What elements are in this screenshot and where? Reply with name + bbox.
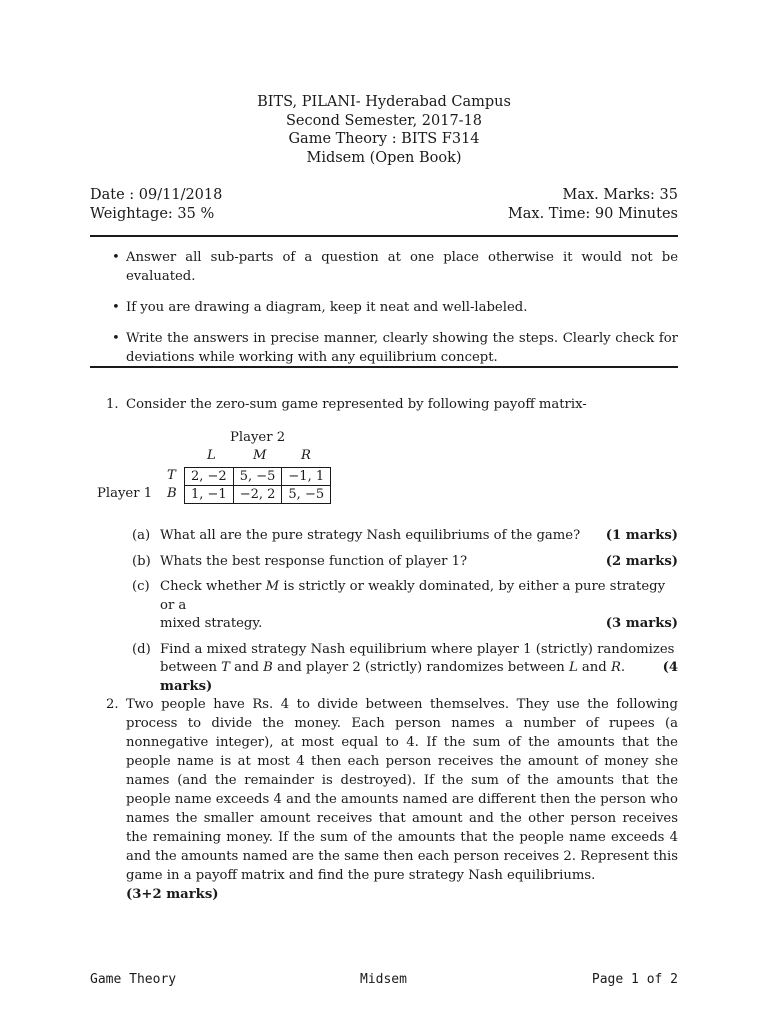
marks-badge: (1 marks) <box>605 528 678 543</box>
marks-badge: (2 marks) <box>605 553 678 569</box>
marks-badge: marks) <box>160 678 213 694</box>
payoff-cell: 5, −5 <box>233 468 282 486</box>
payoff-cell: 2, −2 <box>185 468 234 486</box>
question-2 <box>90 695 678 904</box>
exam-page <box>90 0 678 1024</box>
exam-date: Date : 09/11/2018 <box>90 187 223 203</box>
payoff-cell: −2, 2 <box>233 486 282 504</box>
instruction-item: • Write the answers in precise manner, clearly showing the steps. Clearly check for deviations while working with any equilibrium concept. <box>112 331 678 365</box>
question-1-subparts <box>90 527 678 703</box>
instructions-list <box>90 248 678 379</box>
footer-exam: Midsem <box>360 972 407 987</box>
question-1 <box>90 395 678 414</box>
marks-badge: (4 <box>662 660 678 675</box>
weightage: Weightage: 35 % <box>90 205 215 222</box>
question-text: Two people have Rs. 4 to divide between themselves. They use the following process to divide the money. Each person names a number of rupees (a nonnegative integer), at most equal to 4. If the sum of the amounts that the people name is at most 4 then each person receives the amount of money she names (and the remainder is destroyed). If the sum of the amounts that the people name exceeds 4 and the amounts named are different then the person who names the smaller amount receives that amount and the other person receives the remaining money. If the sum of the amounts that the people name exceeds 4 and the amounts named are the same then each person receives 2. Represent this game in a payoff matrix and find the pure strategy Nash equilibriums. <box>126 697 678 883</box>
col-label-R: R <box>301 448 311 463</box>
bottom-divider <box>90 366 678 368</box>
instruction-item: • If you are drawing a diagram, keep it neat and well-labeled. <box>112 300 528 315</box>
instruction-item: • Answer all sub-parts of a question at one place otherwise it would not be evaluated. <box>112 250 678 284</box>
semester: Second Semester, 2017-18 <box>285 112 483 129</box>
marks-badge: (3 marks) <box>605 616 678 631</box>
payoff-cell: −1, 1 <box>282 468 331 486</box>
course-title: Game Theory : BITS F314 <box>288 131 480 147</box>
question-text: Consider the zero-sum game represented by following payoff matrix- <box>126 397 587 412</box>
col-label-L: L <box>207 448 216 463</box>
max-time: Max. Time: 90 Minutes <box>507 205 678 222</box>
subpart-b: (b) Whats the best response function of player 1? (2 marks) <box>90 553 678 572</box>
table-row <box>185 468 331 486</box>
page-number: Page 1 of 2 <box>591 972 678 987</box>
row-label-T: T <box>167 468 176 483</box>
payoff-cell: 1, −1 <box>185 486 234 504</box>
footer-course: Game Theory <box>90 972 177 987</box>
exam-header <box>90 93 678 167</box>
player-2-label: Player 2 <box>230 430 286 445</box>
subpart-a: (a) What all are the pure strategy Nash equilibriums of the game? (1 marks) <box>90 527 678 546</box>
row-label-B: B <box>167 486 177 501</box>
subpart-c: (c) Check whether M is strictly or weakly dominated, by either a pure strategy or a mixed strategy. (3 marks) <box>90 578 678 634</box>
exam-type: Midsem (Open Book) <box>306 149 462 166</box>
marks-badge: (3+2 marks) <box>126 887 219 902</box>
exam-meta <box>90 186 678 223</box>
col-label-M: M <box>253 448 267 463</box>
question-number: 1. <box>106 397 119 412</box>
top-divider <box>90 235 678 237</box>
table-row <box>185 486 331 504</box>
subpart-d: (d) Find a mixed strategy Nash equilibrium where player 1 (strictly) randomizes between T and B and player 2 (strictly) randomizes between L and R. (4 marks) <box>90 641 678 697</box>
payoff-table <box>184 467 331 504</box>
player-1-label: Player 1 <box>97 486 153 501</box>
institute-name: BITS, PILANI- Hyderabad Campus <box>257 94 511 110</box>
question-number: 2. <box>106 697 119 712</box>
max-marks: Max. Marks: 35 <box>562 187 678 203</box>
payoff-cell: 5, −5 <box>282 486 331 504</box>
